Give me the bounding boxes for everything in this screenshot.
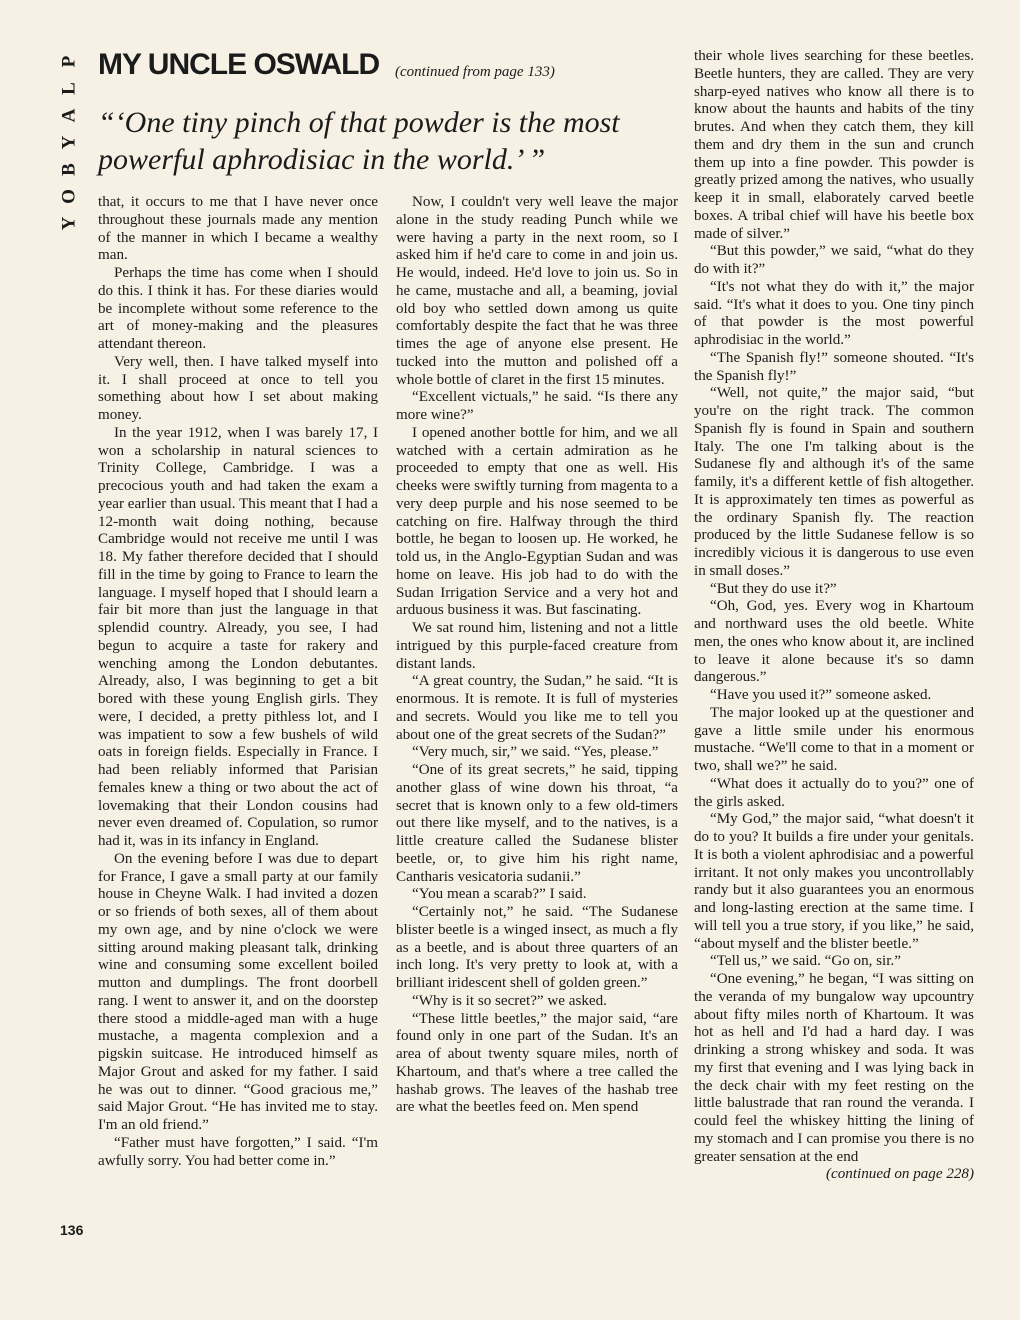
paragraph: “A great country, the Sudan,” he said. “It is enormous. It is remote. It is full of mysteries and secrets. Would you like me to tell you about one of the great secrets of the Sudan?” [396,673,678,743]
paragraph: “Very much, sir,” we said. “Yes, please.” [412,744,659,761]
paragraph: The major looked up at the questioner and gave a little smile under his enormous mustache. “We'll come to that in a moment or two, shall we?” he said. [694,704,974,774]
paragraph: Perhaps the time has come when I should do this. I think it has. For these diaries would be incomplete without some reference to the art of money-making and the pleasures attendant thereon. [98,265,378,352]
text-column-3 [694,48,974,1184]
spine-letter: P [58,55,80,68]
paragraph: “My God,” the major said, “what doesn't it do to you? It builds a fire under your genitals. It is both a violent aphrodisiac and a powerful irritant. It not only makes you uncontrollably randy but it also guarantees you an enormous and long-lasting erection at the same time. I will tell you a true story, if you like,” he said, “about myself and the blister beetle.” [694,811,974,952]
text-column-1 [98,194,378,1170]
spine-letter: Y [58,135,80,150]
paragraph: “Have you used it?” someone asked. [710,687,932,703]
paragraph: “The Spanish fly!” someone shouted. “It's the Spanish fly!” [694,349,974,384]
spine-letter: Y [58,216,80,231]
paragraph: “Tell us,” we said. “Go on, sir.” [710,953,901,970]
paragraph: “One evening,” he began, “I was sitting on the veranda of my bungalow way upcountry about fifty miles north of Khartoum. It was hot as hell and I'd had a hard day. I was drinking a strong whiskey and soda. It was my first that evening and I was lying back in the deck chair with my feet resting on the little balustrade that ran round the veranda. I could feel the whiskey hitting the lining of my stomach and I can promise you there is no greater sensation at the end [694,971,974,1165]
paragraph: On the evening before I was due to depart for France, I gave a small party at our family house in Cheyne Walk. I had invited a dozen or so friends of both sexes, all of them about my own age, and by nine o'clock we were sitting around making pleasant talk, drinking wine and consuming some excellent boiled mutton and dumplings. The front doorbell rang. I went to answer it, and on the doorstep there stood a middle-aged man with a huge mustache, a magenta complexion and a pigskin suitcase. He introduced himself as Major Grout and asked for my father. I said he was out to dinner. “Good gracious me,” said Major Grout. “He has invited me to stay. I'm an old friend.” [98,850,378,1133]
paragraph: “These little beetles,” the major said, “are found only in one part of the Sudan. It's an area of about twenty square miles, north of Khartoum, and that's where a tree called the hashab grows. The leaves of the hashab tree are what the beetles feed on. Men spend [396,1010,678,1116]
text-column-2 [396,194,678,1117]
magazine-spine-logo [58,48,80,237]
paragraph: “You mean a scarab?” I said. [412,886,587,903]
spine-letter: L [58,82,80,95]
paragraph: We sat round him, listening and not a little intrigued by this purple-faced creature from distant lands. [396,620,678,672]
spine-letter: A [58,108,80,123]
paragraph: “But this powder,” we said, “what do they do with it?” [694,243,974,277]
continued-from-note: (continued from page 133) [395,64,555,80]
pull-quote: “‘One tiny pinch of that powder is the most powerful aphrodisiac in the world.’ ” [98,106,620,176]
paragraph: that, it occurs to me that I have never once throughout these journals made any mention of the manner in which I became a wealthy man. [98,194,378,264]
paragraph: Very well, then. I have talked myself into it. I shall proceed at once to tell you something about how I set about making money. [98,353,378,423]
paragraph: “It's not what they do with it,” the major said. “It's what it does to you. One tiny pinch of that powder is the most powerful aphrodisiac in the world.” [694,278,974,348]
paragraph: I opened another bottle for him, and we all watched with a certain admiration as he proceeded to empty that one as well. His cheeks were swiftly turning from magenta to a very deep purple and his nose seemed to be catching on fire. Halfway through the third bottle, he began to loosen up. He worked, he told us, in the Anglo-Egyptian Sudan and was home on leave. His job had to do with the Sudan Irrigation Service and a very hot and arduous business it was. But fascinating. [396,424,678,619]
paragraph: Now, I couldn't very well leave the major alone in the study reading Punch while we were having a party in the next room, so I asked him if he'd care to come in and join us. He would, indeed. He'd love to join us. So in he came, mustache and all, a beaming, jovial old boy who settled down among us quite comfortably despite the fact that he was three times the age of anyone else present. He tucked into the mutton and polished off a whole bottle of claret in the first 15 minutes. [396,194,678,388]
paragraph: “Certainly not,” he said. “The Sudanese blister beetle is a winged insect, as much a fly as a beetle, and is about three quarters of an inch long. It's very pretty to look at, with a brilliant iridescent shell of golden green.” [396,904,678,991]
paragraph: “Father must have forgotten,” I said. “I'm awfully sorry. You had better come in.” [98,1134,378,1169]
paragraph: their whole lives searching for these beetles. Beetle hunters, they are called. They are very sharp-eyed natives who know all there is to know about the haunts and habits of the tiny brutes. And when they catch them, they kill them and dry them in the sun and crunch them up into a fine powder. This powder is greatly prized among the natives, who usually keep it in small, elaborately carved beetle boxes. A tribal chief will have his beetle box made of silver.” [694,48,974,242]
spine-letter: B [58,163,80,176]
paragraph: “Oh, God, yes. Every wog in Khartoum and northward uses the old beetle. White men, the ones who know about it, are inclined to leave it alone because it's so damn dangerous.” [694,598,974,686]
paragraph: “Well, not quite,” the major said, “but you're on the right track. The common Spanish fly is found in Spain and southern Italy. The one I'm talking about is the Sudanese fly and although it's of the same family, it's a different kettle of fish altogether. It is approximately ten times as powerful as the ordinary Spanish fly. The reaction produced by the little Sudanese fellow is so incredibly vicious it is dangerous to use even in small doses.” [694,385,974,579]
paragraph: “What does it actually do to you?” one of the girls asked. [694,775,974,810]
paragraph: “One of its great secrets,” he said, tipping another glass of wine down his throat, “a secret that is known only to a few old-timers out there like myself, and to the natives, is a little creature called the Sudanese blister beetle, or, to give him his right name, Cantharis vesicatoria sudanii.” [396,762,678,885]
paragraph: In the year 1912, when I was barely 17, I won a scholarship in natural sciences to Trinity College, Cambridge. I was a precocious youth and had taken the exam a year earlier than usual. This meant that I had a 12-month wait doing nothing, because Cambridge would not receive me until I was 18. My father therefore decided that I should fill in the time by going to France to learn the language. I myself hoped that I should learn a fair bit more than just the language in that splendid country. Already, you see, I had begun to acquire a taste for rakery and wenching among the London debutantes. Already, also, I was beginning to get a bit bored with these young English girls. They were, I decided, a pretty pithless lot, and I was impatient to sow a few bushels of wild oats in foreign fields. Especially in France. I had been reliably informed that Parisian females knew a thing or two about the act of lovemaking that their London cousins had never even dreamed of. Copulation, so rumor had it, was in its infancy in England. [98,424,378,849]
article-title: MY UNCLE OSWALD [98,48,380,81]
paragraph: “But they do use it?” [710,580,837,597]
page-number: 136 [60,1222,84,1238]
paragraph: “Excellent victuals,” he said. “Is there any more wine?” [396,389,678,423]
continued-on-note: (continued on page 228) [826,1166,974,1183]
spine-letter: O [58,189,80,204]
paragraph: “Why is it so secret?” we asked. [412,992,607,1009]
